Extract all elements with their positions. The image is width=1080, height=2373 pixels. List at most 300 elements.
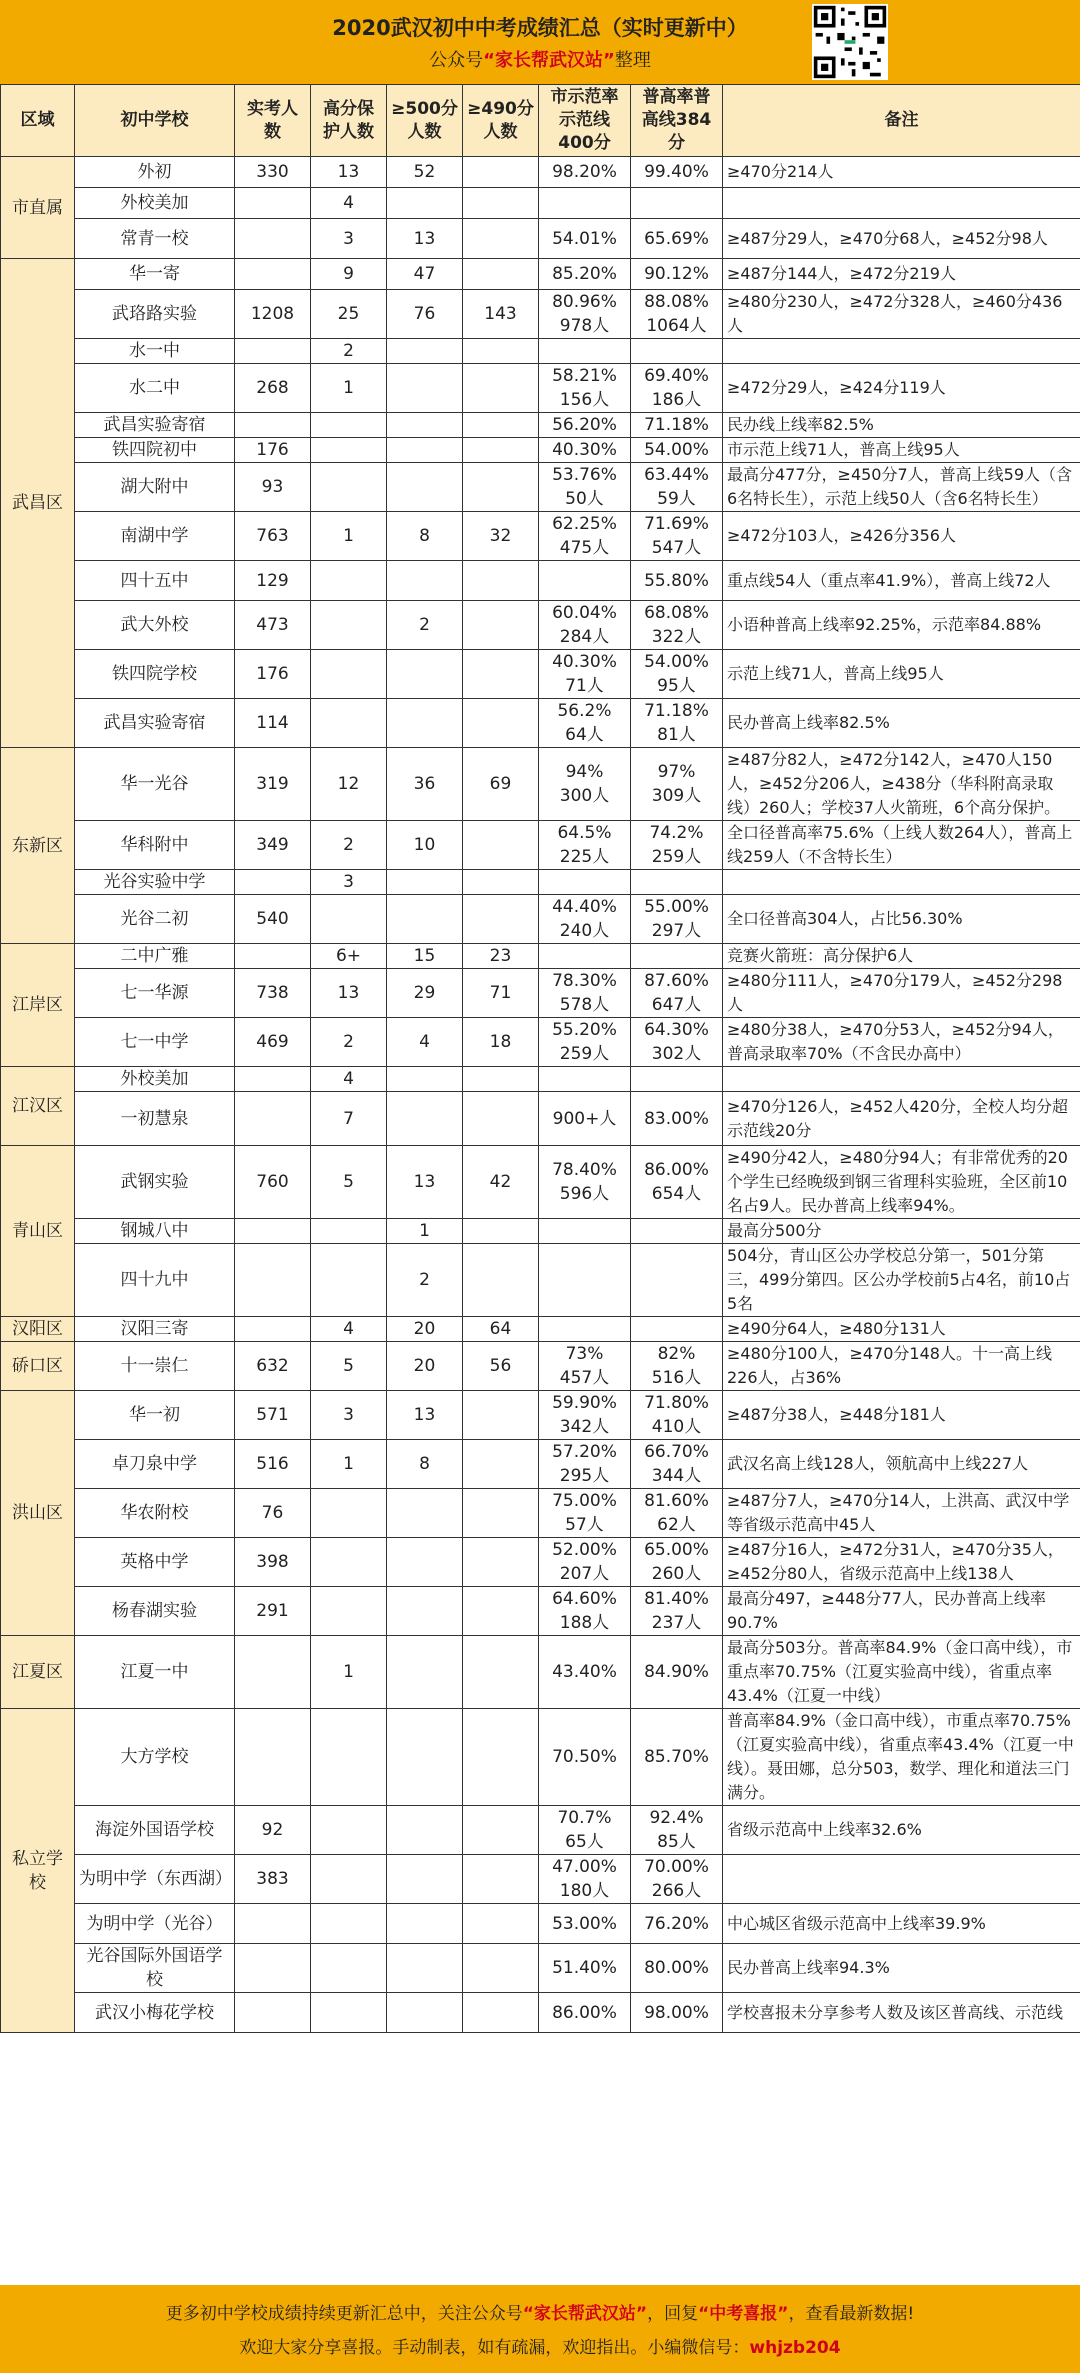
school-cell: 南湖中学 bbox=[75, 512, 235, 561]
count-500-cell bbox=[387, 1709, 463, 1806]
exam-count-cell: 383 bbox=[235, 1855, 311, 1904]
table-row bbox=[1, 944, 1080, 969]
note-cell: ≥470分126人，≥452人420分，全校人均分超示范线20分 bbox=[723, 1092, 1080, 1146]
demo-rate-cell: 60.04% 284人 bbox=[539, 601, 631, 650]
count-490-cell: 42 bbox=[463, 1146, 539, 1219]
protect-count-cell: 1 bbox=[311, 1636, 387, 1709]
exam-count-cell: 1208 bbox=[235, 290, 311, 339]
protect-count-cell bbox=[311, 1219, 387, 1244]
high-rate-cell: 85.70% bbox=[631, 1709, 723, 1806]
count-490-cell bbox=[463, 188, 539, 219]
high-rate-cell: 71.18% bbox=[631, 413, 723, 438]
note-cell: ≥487分29人，≥470分68人，≥452分98人 bbox=[723, 219, 1080, 259]
page-footer bbox=[0, 2285, 1080, 2373]
count-500-cell bbox=[387, 1944, 463, 1993]
protect-count-cell: 1 bbox=[311, 364, 387, 413]
table-row bbox=[1, 748, 1080, 821]
exam-count-cell bbox=[235, 1092, 311, 1146]
demo-rate-cell: 59.90% 342人 bbox=[539, 1391, 631, 1440]
exam-count-cell: 760 bbox=[235, 1146, 311, 1219]
exam-count-cell bbox=[235, 1709, 311, 1806]
high-rate-cell: 84.90% bbox=[631, 1636, 723, 1709]
note-cell bbox=[723, 1855, 1080, 1904]
count-500-cell: 29 bbox=[387, 969, 463, 1018]
column-header: 高分保护人数 bbox=[311, 85, 387, 157]
table-row bbox=[1, 1944, 1080, 1993]
count-500-cell bbox=[387, 463, 463, 512]
exam-count-cell bbox=[235, 1067, 311, 1092]
region-cell: 青山区 bbox=[1, 1146, 75, 1317]
school-cell: 华科附中 bbox=[75, 821, 235, 870]
subtitle-prefix: 公众号 bbox=[429, 50, 484, 71]
school-cell: 武汉小梅花学校 bbox=[75, 1993, 235, 2033]
count-490-cell bbox=[463, 1587, 539, 1636]
table-row bbox=[1, 870, 1080, 895]
count-490-cell bbox=[463, 870, 539, 895]
count-500-cell: 20 bbox=[387, 1317, 463, 1342]
exam-count-cell: 473 bbox=[235, 601, 311, 650]
school-cell: 光谷国际外国语学校 bbox=[75, 1944, 235, 1993]
region-cell: 洪山区 bbox=[1, 1391, 75, 1636]
note-cell: 学校喜报未分享参考人数及该区普高线、示范线 bbox=[723, 1993, 1080, 2033]
school-cell: 四十九中 bbox=[75, 1244, 235, 1317]
scores-table bbox=[0, 84, 1080, 2033]
count-490-cell bbox=[463, 1944, 539, 1993]
note-cell: 全口径普高304人，占比56.30% bbox=[723, 895, 1080, 944]
high-rate-cell: 54.00% bbox=[631, 438, 723, 463]
column-header: 普高率普高线384分 bbox=[631, 85, 723, 157]
count-500-cell bbox=[387, 364, 463, 413]
count-490-cell bbox=[463, 364, 539, 413]
note-cell: ≥472分29人，≥424分119人 bbox=[723, 364, 1080, 413]
exam-count-cell: 268 bbox=[235, 364, 311, 413]
protect-count-cell: 4 bbox=[311, 188, 387, 219]
high-rate-cell: 81.40% 237人 bbox=[631, 1587, 723, 1636]
school-cell: 武昌实验寄宿 bbox=[75, 413, 235, 438]
count-500-cell bbox=[387, 1067, 463, 1092]
high-rate-cell: 68.08% 322人 bbox=[631, 601, 723, 650]
high-rate-cell: 98.00% bbox=[631, 1993, 723, 2033]
demo-rate-cell: 85.20% bbox=[539, 259, 631, 290]
note-cell: 504分，青山区公办学校总分第一，501分第三，499分第四。区公办学校前5占4名，前10占5名 bbox=[723, 1244, 1080, 1317]
protect-count-cell: 1 bbox=[311, 512, 387, 561]
exam-count-cell: 176 bbox=[235, 650, 311, 699]
table-row bbox=[1, 969, 1080, 1018]
count-500-cell bbox=[387, 895, 463, 944]
school-cell: 光谷实验中学 bbox=[75, 870, 235, 895]
count-490-cell bbox=[463, 1489, 539, 1538]
demo-rate-cell: 75.00% 57人 bbox=[539, 1489, 631, 1538]
high-rate-cell: 87.60% 647人 bbox=[631, 969, 723, 1018]
school-cell: 江夏一中 bbox=[75, 1636, 235, 1709]
count-500-cell bbox=[387, 1489, 463, 1538]
note-cell: ≥480分111人，≥470分179人，≥452分298人 bbox=[723, 969, 1080, 1018]
school-cell: 二中广雅 bbox=[75, 944, 235, 969]
footer-account: “家长帮武汉站” bbox=[522, 2304, 648, 2324]
exam-count-cell: 291 bbox=[235, 1587, 311, 1636]
demo-rate-cell: 70.50% bbox=[539, 1709, 631, 1806]
protect-count-cell bbox=[311, 1244, 387, 1317]
demo-rate-cell: 64.5% 225人 bbox=[539, 821, 631, 870]
school-cell: 光谷二初 bbox=[75, 895, 235, 944]
count-490-cell bbox=[463, 339, 539, 364]
school-cell: 十一崇仁 bbox=[75, 1342, 235, 1391]
demo-rate-cell: 54.01% bbox=[539, 219, 631, 259]
protect-count-cell: 6+ bbox=[311, 944, 387, 969]
note-cell: 最高分500分 bbox=[723, 1219, 1080, 1244]
high-rate-cell: 83.00% bbox=[631, 1092, 723, 1146]
demo-rate-cell bbox=[539, 1067, 631, 1092]
note-cell bbox=[723, 1067, 1080, 1092]
note-cell: ≥490分64人，≥480分131人 bbox=[723, 1317, 1080, 1342]
count-500-cell bbox=[387, 1092, 463, 1146]
high-rate-cell: 63.44% 59人 bbox=[631, 463, 723, 512]
region-cell: 武昌区 bbox=[1, 259, 75, 748]
protect-count-cell bbox=[311, 463, 387, 512]
table-row bbox=[1, 1018, 1080, 1067]
school-cell: 常青一校 bbox=[75, 219, 235, 259]
protect-count-cell: 2 bbox=[311, 339, 387, 364]
qr-code-icon bbox=[812, 4, 888, 80]
protect-count-cell bbox=[311, 1538, 387, 1587]
high-rate-cell bbox=[631, 944, 723, 969]
demo-rate-cell: 64.60% 188人 bbox=[539, 1587, 631, 1636]
demo-rate-cell bbox=[539, 944, 631, 969]
school-cell: 武珞路实验 bbox=[75, 290, 235, 339]
footer-text: ，查看最新数据! bbox=[788, 2304, 915, 2324]
table-row bbox=[1, 512, 1080, 561]
count-490-cell bbox=[463, 1855, 539, 1904]
exam-count-cell: 92 bbox=[235, 1806, 311, 1855]
note-cell: ≥487分16人，≥472分31人，≥470分35人，≥452分80人，省级示范高中上线138人 bbox=[723, 1538, 1080, 1587]
exam-count-cell bbox=[235, 1944, 311, 1993]
table-row bbox=[1, 1440, 1080, 1489]
page-subtitle bbox=[0, 46, 1080, 72]
note-cell: 全口径普高率75.6%（上线人数264人），普高上线259人（不含特长生） bbox=[723, 821, 1080, 870]
school-cell: 汉阳三寄 bbox=[75, 1317, 235, 1342]
high-rate-cell: 70.00% 266人 bbox=[631, 1855, 723, 1904]
protect-count-cell: 5 bbox=[311, 1146, 387, 1219]
protect-count-cell bbox=[311, 1587, 387, 1636]
demo-rate-cell: 40.30% bbox=[539, 438, 631, 463]
school-cell: 华一寄 bbox=[75, 259, 235, 290]
high-rate-cell bbox=[631, 188, 723, 219]
protect-count-cell: 9 bbox=[311, 259, 387, 290]
count-500-cell: 20 bbox=[387, 1342, 463, 1391]
exam-count-cell bbox=[235, 188, 311, 219]
protect-count-cell: 1 bbox=[311, 1440, 387, 1489]
table-row bbox=[1, 219, 1080, 259]
high-rate-cell: 86.00% 654人 bbox=[631, 1146, 723, 1219]
protect-count-cell bbox=[311, 1855, 387, 1904]
count-490-cell bbox=[463, 463, 539, 512]
exam-count-cell: 319 bbox=[235, 748, 311, 821]
exam-count-cell: 738 bbox=[235, 969, 311, 1018]
school-cell: 英格中学 bbox=[75, 1538, 235, 1587]
demo-rate-cell bbox=[539, 1244, 631, 1317]
demo-rate-cell bbox=[539, 1219, 631, 1244]
table-row bbox=[1, 561, 1080, 601]
exam-count-cell bbox=[235, 1993, 311, 2033]
table-row bbox=[1, 1538, 1080, 1587]
high-rate-cell: 88.08% 1064人 bbox=[631, 290, 723, 339]
count-500-cell: 4 bbox=[387, 1018, 463, 1067]
exam-count-cell: 349 bbox=[235, 821, 311, 870]
school-cell: 武钢实验 bbox=[75, 1146, 235, 1219]
demo-rate-cell bbox=[539, 188, 631, 219]
table-row bbox=[1, 1219, 1080, 1244]
exam-count-cell bbox=[235, 870, 311, 895]
protect-count-cell: 13 bbox=[311, 969, 387, 1018]
school-cell: 华一光谷 bbox=[75, 748, 235, 821]
protect-count-cell: 3 bbox=[311, 870, 387, 895]
note-cell: 省级示范高中上线率32.6% bbox=[723, 1806, 1080, 1855]
demo-rate-cell: 900+人 bbox=[539, 1092, 631, 1146]
count-500-cell bbox=[387, 870, 463, 895]
exam-count-cell: 571 bbox=[235, 1391, 311, 1440]
protect-count-cell: 3 bbox=[311, 219, 387, 259]
column-header: ≥500分人数 bbox=[387, 85, 463, 157]
count-500-cell: 2 bbox=[387, 1244, 463, 1317]
count-500-cell bbox=[387, 1806, 463, 1855]
exam-count-cell: 540 bbox=[235, 895, 311, 944]
protect-count-cell: 4 bbox=[311, 1317, 387, 1342]
demo-rate-cell: 53.00% bbox=[539, 1904, 631, 1944]
school-cell: 湖大附中 bbox=[75, 463, 235, 512]
high-rate-cell: 65.00% 260人 bbox=[631, 1538, 723, 1587]
note-cell: 最高分477分，≥450分7人，普高上线59人（含6名特长生），示范上线50人（含6名特长生） bbox=[723, 463, 1080, 512]
region-cell: 私立学校 bbox=[1, 1709, 75, 2033]
count-490-cell bbox=[463, 821, 539, 870]
school-cell: 一初慧泉 bbox=[75, 1092, 235, 1146]
school-cell: 水一中 bbox=[75, 339, 235, 364]
demo-rate-cell: 57.20% 295人 bbox=[539, 1440, 631, 1489]
protect-count-cell bbox=[311, 1944, 387, 1993]
high-rate-cell: 99.40% bbox=[631, 157, 723, 188]
note-cell: ≥487分144人，≥472分219人 bbox=[723, 259, 1080, 290]
scores-table-container bbox=[0, 84, 1080, 2285]
school-cell: 华一初 bbox=[75, 1391, 235, 1440]
table-row bbox=[1, 895, 1080, 944]
protect-count-cell bbox=[311, 1709, 387, 1806]
high-rate-cell: 55.80% bbox=[631, 561, 723, 601]
high-rate-cell: 74.2% 259人 bbox=[631, 821, 723, 870]
high-rate-cell: 65.69% bbox=[631, 219, 723, 259]
count-500-cell bbox=[387, 1538, 463, 1587]
table-body bbox=[1, 157, 1080, 2033]
high-rate-cell: 97% 309人 bbox=[631, 748, 723, 821]
high-rate-cell: 92.4% 85人 bbox=[631, 1806, 723, 1855]
table-row bbox=[1, 1806, 1080, 1855]
count-490-cell bbox=[463, 699, 539, 748]
demo-rate-cell: 73% 457人 bbox=[539, 1342, 631, 1391]
table-row bbox=[1, 188, 1080, 219]
count-490-cell bbox=[463, 1067, 539, 1092]
demo-rate-cell: 78.40% 596人 bbox=[539, 1146, 631, 1219]
exam-count-cell bbox=[235, 1219, 311, 1244]
footer-line-2 bbox=[0, 2333, 1080, 2358]
high-rate-cell: 66.70% 344人 bbox=[631, 1440, 723, 1489]
exam-count-cell: 469 bbox=[235, 1018, 311, 1067]
region-cell: 硚口区 bbox=[1, 1342, 75, 1391]
region-cell: 江汉区 bbox=[1, 1067, 75, 1146]
count-490-cell bbox=[463, 601, 539, 650]
exam-count-cell bbox=[235, 219, 311, 259]
count-500-cell: 2 bbox=[387, 601, 463, 650]
note-cell bbox=[723, 339, 1080, 364]
school-cell: 为明中学（光谷） bbox=[75, 1904, 235, 1944]
protect-count-cell: 2 bbox=[311, 1018, 387, 1067]
protect-count-cell bbox=[311, 1904, 387, 1944]
count-500-cell: 13 bbox=[387, 219, 463, 259]
count-500-cell: 15 bbox=[387, 944, 463, 969]
school-cell: 杨春湖实验 bbox=[75, 1587, 235, 1636]
count-500-cell: 52 bbox=[387, 157, 463, 188]
high-rate-cell: 71.69% 547人 bbox=[631, 512, 723, 561]
count-500-cell bbox=[387, 339, 463, 364]
high-rate-cell bbox=[631, 1067, 723, 1092]
school-cell: 钢城八中 bbox=[75, 1219, 235, 1244]
footer-keyword: “中考喜报” bbox=[698, 2304, 789, 2324]
count-490-cell bbox=[463, 1219, 539, 1244]
region-cell: 江夏区 bbox=[1, 1636, 75, 1709]
school-cell: 海淀外国语学校 bbox=[75, 1806, 235, 1855]
table-row bbox=[1, 699, 1080, 748]
school-cell: 大方学校 bbox=[75, 1709, 235, 1806]
count-490-cell bbox=[463, 1092, 539, 1146]
count-490-cell bbox=[463, 438, 539, 463]
high-rate-cell: 69.40% 186人 bbox=[631, 364, 723, 413]
exam-count-cell bbox=[235, 413, 311, 438]
count-500-cell bbox=[387, 1993, 463, 2033]
table-row bbox=[1, 290, 1080, 339]
note-cell: ≥487分38人，≥448分181人 bbox=[723, 1391, 1080, 1440]
region-cell: 江岸区 bbox=[1, 944, 75, 1067]
column-header: 初中学校 bbox=[75, 85, 235, 157]
high-rate-cell: 71.80% 410人 bbox=[631, 1391, 723, 1440]
count-490-cell bbox=[463, 650, 539, 699]
page-title: 2020武汉初中中考成绩汇总（实时更新中） bbox=[332, 16, 748, 40]
count-490-cell bbox=[463, 561, 539, 601]
note-cell: ≥487分7人，≥470分14人，上洪高、武汉中学等省级示范高中45人 bbox=[723, 1489, 1080, 1538]
exam-count-cell: 129 bbox=[235, 561, 311, 601]
footer-text: 欢迎大家分享喜报。手动制表，如有疏漏，欢迎指出。小编微信号： bbox=[239, 2338, 750, 2358]
note-cell: 市示范上线71人，普高上线95人 bbox=[723, 438, 1080, 463]
protect-count-cell bbox=[311, 1993, 387, 2033]
exam-count-cell bbox=[235, 1636, 311, 1709]
count-500-cell bbox=[387, 1855, 463, 1904]
exam-count-cell: 93 bbox=[235, 463, 311, 512]
demo-rate-cell: 44.40% 240人 bbox=[539, 895, 631, 944]
count-490-cell: 18 bbox=[463, 1018, 539, 1067]
protect-count-cell: 5 bbox=[311, 1342, 387, 1391]
protect-count-cell bbox=[311, 438, 387, 463]
table-header-row bbox=[1, 85, 1080, 157]
demo-rate-cell bbox=[539, 870, 631, 895]
demo-rate-cell: 98.20% bbox=[539, 157, 631, 188]
high-rate-cell bbox=[631, 339, 723, 364]
high-rate-cell: 81.60% 62人 bbox=[631, 1489, 723, 1538]
count-490-cell bbox=[463, 1993, 539, 2033]
table-row bbox=[1, 650, 1080, 699]
high-rate-cell: 71.18% 81人 bbox=[631, 699, 723, 748]
table-row bbox=[1, 1146, 1080, 1219]
count-500-cell: 13 bbox=[387, 1391, 463, 1440]
note-cell: 最高分497，≥448分77人，民办普高上线率90.7% bbox=[723, 1587, 1080, 1636]
exam-count-cell bbox=[235, 1317, 311, 1342]
table-row bbox=[1, 1636, 1080, 1709]
high-rate-cell: 80.00% bbox=[631, 1944, 723, 1993]
region-cell: 市直属 bbox=[1, 157, 75, 259]
note-cell: 示范上线71人，普高上线95人 bbox=[723, 650, 1080, 699]
table-row bbox=[1, 1092, 1080, 1146]
note-cell: ≥470分214人 bbox=[723, 157, 1080, 188]
count-500-cell: 13 bbox=[387, 1146, 463, 1219]
demo-rate-cell bbox=[539, 1317, 631, 1342]
table-row bbox=[1, 1587, 1080, 1636]
column-header: ≥490分人数 bbox=[463, 85, 539, 157]
exam-count-cell: 763 bbox=[235, 512, 311, 561]
protect-count-cell: 25 bbox=[311, 290, 387, 339]
note-cell: 民办线上线率82.5% bbox=[723, 413, 1080, 438]
school-cell: 铁四院初中 bbox=[75, 438, 235, 463]
demo-rate-cell: 43.40% bbox=[539, 1636, 631, 1709]
count-500-cell: 36 bbox=[387, 748, 463, 821]
school-cell: 四十五中 bbox=[75, 561, 235, 601]
protect-count-cell: 3 bbox=[311, 1391, 387, 1440]
demo-rate-cell: 53.76% 50人 bbox=[539, 463, 631, 512]
count-490-cell bbox=[463, 219, 539, 259]
count-500-cell bbox=[387, 650, 463, 699]
exam-count-cell bbox=[235, 1904, 311, 1944]
high-rate-cell: 64.30% 302人 bbox=[631, 1018, 723, 1067]
count-490-cell: 143 bbox=[463, 290, 539, 339]
count-500-cell bbox=[387, 1904, 463, 1944]
note-cell: 中心城区省级示范高中上线率39.9% bbox=[723, 1904, 1080, 1944]
count-490-cell: 69 bbox=[463, 748, 539, 821]
count-500-cell bbox=[387, 438, 463, 463]
note-cell: 最高分503分。普高率84.9%（金口高中线），市重点率70.75%（江夏实验高中线），省重点率43.4%（江夏一中线） bbox=[723, 1636, 1080, 1709]
school-cell: 外校美加 bbox=[75, 188, 235, 219]
table-row bbox=[1, 821, 1080, 870]
count-490-cell bbox=[463, 1440, 539, 1489]
exam-count-cell: 76 bbox=[235, 1489, 311, 1538]
table-row bbox=[1, 1317, 1080, 1342]
count-490-cell: 64 bbox=[463, 1317, 539, 1342]
exam-count-cell: 176 bbox=[235, 438, 311, 463]
footer-text: ，回复 bbox=[647, 2304, 699, 2324]
column-header: 实考人数 bbox=[235, 85, 311, 157]
count-500-cell: 8 bbox=[387, 512, 463, 561]
protect-count-cell bbox=[311, 1489, 387, 1538]
count-500-cell: 8 bbox=[387, 1440, 463, 1489]
footer-line-1 bbox=[0, 2299, 1080, 2324]
table-row bbox=[1, 1709, 1080, 1806]
high-rate-cell: 82% 516人 bbox=[631, 1342, 723, 1391]
exam-count-cell: 114 bbox=[235, 699, 311, 748]
high-rate-cell: 54.00% 95人 bbox=[631, 650, 723, 699]
note-cell: ≥490分42人，≥480分94人；有非常优秀的20个学生已经晚级到钢三省理科实验班，全区前10名占9人。民办普高上线率94%。 bbox=[723, 1146, 1080, 1219]
protect-count-cell: 7 bbox=[311, 1092, 387, 1146]
note-cell: 武汉名高上线128人，领航高中上线227人 bbox=[723, 1440, 1080, 1489]
count-490-cell: 32 bbox=[463, 512, 539, 561]
demo-rate-cell: 47.00% 180人 bbox=[539, 1855, 631, 1904]
school-cell: 为明中学（东西湖） bbox=[75, 1855, 235, 1904]
school-cell: 武大外校 bbox=[75, 601, 235, 650]
table-row bbox=[1, 601, 1080, 650]
demo-rate-cell: 56.2% 64人 bbox=[539, 699, 631, 748]
school-cell: 外校美加 bbox=[75, 1067, 235, 1092]
